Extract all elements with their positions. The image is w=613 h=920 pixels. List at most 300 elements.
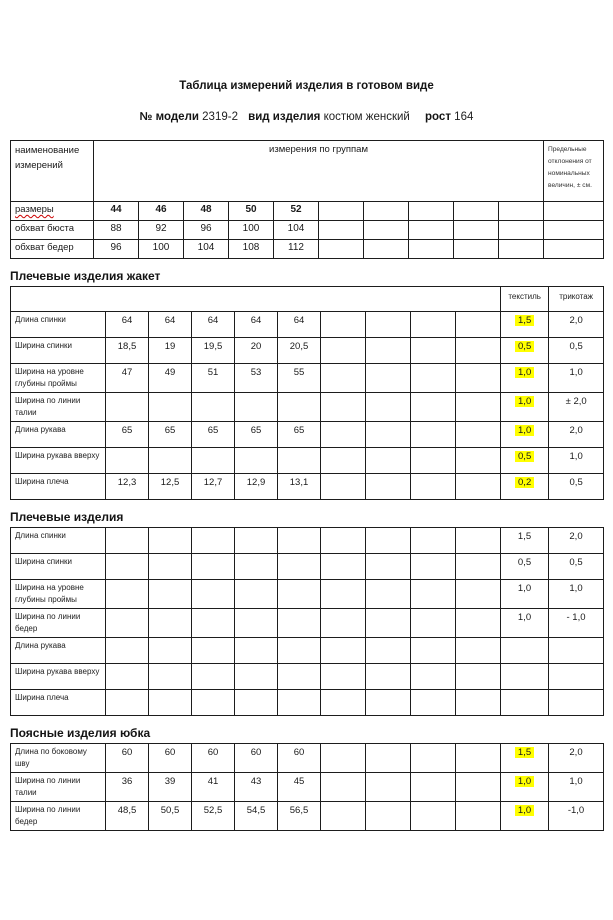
value-cell — [235, 609, 278, 638]
page-title: Таблица измерений изделия в готовом виде — [179, 80, 434, 92]
value-cell: 51 — [192, 364, 235, 393]
value-cell: 96 — [184, 221, 229, 240]
empty-cell — [411, 312, 456, 338]
shoulder-measurements-table — [10, 527, 604, 716]
value-cell — [278, 690, 321, 716]
value-cell — [192, 664, 235, 690]
empty-cell — [456, 338, 501, 364]
value-cell: 41 — [192, 773, 235, 802]
empty-cell — [411, 690, 456, 716]
value-cell — [149, 554, 192, 580]
empty-cell — [366, 744, 411, 773]
value-cell: 88 — [94, 221, 139, 240]
empty-cell — [456, 364, 501, 393]
empty-cell — [321, 664, 366, 690]
empty-cell — [411, 393, 456, 422]
empty-cell — [366, 773, 411, 802]
row-label — [11, 422, 106, 448]
value-cell: 44 — [94, 202, 139, 221]
empty-cell — [456, 802, 501, 831]
value-cell — [192, 580, 235, 609]
empty-cell — [454, 202, 499, 221]
value-cell: 19,5 — [192, 338, 235, 364]
value-cell — [106, 393, 149, 422]
value-cell — [149, 448, 192, 474]
value-cell — [278, 609, 321, 638]
table-row — [11, 773, 604, 802]
empty-cell — [456, 580, 501, 609]
product-type-label: вид изделия — [248, 111, 321, 123]
value-cell: 50 — [229, 202, 274, 221]
textile-cell — [501, 609, 549, 638]
value-cell — [192, 690, 235, 716]
value-cell: 49 — [149, 364, 192, 393]
empty-cell — [321, 422, 366, 448]
empty-cell — [366, 448, 411, 474]
value-cell — [149, 664, 192, 690]
value-cell — [149, 580, 192, 609]
textile-cell — [501, 474, 549, 500]
value-cell — [192, 554, 235, 580]
value-cell — [192, 528, 235, 554]
value-cell: 108 — [229, 240, 274, 259]
textile-value: 0,5 — [515, 451, 534, 462]
row-label — [11, 312, 106, 338]
empty-cell — [411, 802, 456, 831]
value-cell — [149, 638, 192, 664]
section-heading-jacket: Плечевые изделия жакет — [10, 269, 161, 283]
empty-cell — [364, 221, 409, 240]
row-label-text: Ширина спинки — [15, 341, 72, 350]
empty-cell — [321, 448, 366, 474]
row-label — [11, 690, 106, 716]
row-label-text: обхват бедер — [15, 242, 74, 253]
empty-cell — [321, 609, 366, 638]
empty-cell — [411, 773, 456, 802]
knitwear-cell: 1,0 — [549, 773, 604, 802]
height-value: 164 — [454, 111, 474, 123]
row-label — [11, 638, 106, 664]
value-cell: 12,5 — [149, 474, 192, 500]
row-label-text: Ширина по линии талии — [15, 776, 81, 797]
empty-cell — [411, 364, 456, 393]
value-cell: 52,5 — [192, 802, 235, 831]
value-cell — [106, 638, 149, 664]
value-cell — [235, 690, 278, 716]
header-textile: текстиль — [501, 287, 549, 312]
value-cell: 12,9 — [235, 474, 278, 500]
value-cell: 39 — [149, 773, 192, 802]
empty-cell — [499, 221, 544, 240]
empty-cell — [321, 580, 366, 609]
value-cell: 53 — [235, 364, 278, 393]
value-cell: 20,5 — [278, 338, 321, 364]
textile-cell — [501, 580, 549, 609]
textile-cell — [501, 802, 549, 831]
value-cell: 65 — [192, 422, 235, 448]
value-cell — [106, 609, 149, 638]
value-cell: 65 — [278, 422, 321, 448]
table-row — [11, 474, 604, 500]
empty-cell — [366, 312, 411, 338]
empty-cell — [321, 773, 366, 802]
textile-value: 1,5 — [517, 531, 532, 542]
value-cell — [235, 448, 278, 474]
model-label: № модели — [139, 111, 199, 123]
row-label-text: Ширина по линии бедер — [15, 612, 81, 633]
value-cell — [106, 448, 149, 474]
table-row — [11, 240, 604, 259]
empty-cell — [411, 554, 456, 580]
value-cell: 100 — [139, 240, 184, 259]
value-cell — [149, 393, 192, 422]
empty-cell — [366, 364, 411, 393]
value-cell: 43 — [235, 773, 278, 802]
value-cell: 60 — [235, 744, 278, 773]
value-cell — [278, 528, 321, 554]
value-cell: 45 — [278, 773, 321, 802]
row-label-text: размеры — [15, 204, 54, 215]
table-row — [11, 364, 604, 393]
table-row — [11, 448, 604, 474]
empty-cell — [456, 638, 501, 664]
table-row — [11, 802, 604, 831]
value-cell: 64 — [235, 312, 278, 338]
empty-cell — [454, 221, 499, 240]
value-cell — [106, 554, 149, 580]
empty-cell — [321, 364, 366, 393]
row-label-text: Длина по боковому шву — [15, 747, 87, 768]
empty-cell — [411, 528, 456, 554]
sizes-table-header-row — [11, 141, 604, 202]
value-cell — [149, 609, 192, 638]
table-row — [11, 554, 604, 580]
header-empty-cell — [11, 287, 501, 312]
empty-cell — [411, 609, 456, 638]
table-row — [11, 638, 604, 664]
textile-value: 1,0 — [515, 396, 534, 407]
row-label — [11, 364, 106, 393]
deviation-cell — [544, 202, 604, 221]
deviation-cell — [544, 240, 604, 259]
knitwear-cell: 0,5 — [549, 338, 604, 364]
value-cell — [106, 580, 149, 609]
textile-value: 0,5 — [517, 557, 532, 568]
row-label — [11, 393, 106, 422]
value-cell — [235, 580, 278, 609]
value-cell — [149, 690, 192, 716]
value-cell: 65 — [235, 422, 278, 448]
value-cell: 65 — [106, 422, 149, 448]
textile-cell — [501, 364, 549, 393]
textile-value: 1,0 — [515, 805, 534, 816]
value-cell: 60 — [192, 744, 235, 773]
value-cell — [106, 690, 149, 716]
value-cell: 60 — [106, 744, 149, 773]
empty-cell — [454, 240, 499, 259]
empty-cell — [319, 240, 364, 259]
value-cell: 36 — [106, 773, 149, 802]
model-value: 2319-2 — [202, 111, 238, 123]
empty-cell — [321, 474, 366, 500]
value-cell: 104 — [274, 221, 319, 240]
value-cell — [278, 448, 321, 474]
empty-cell — [456, 554, 501, 580]
empty-cell — [364, 202, 409, 221]
empty-cell — [456, 312, 501, 338]
value-cell — [278, 638, 321, 664]
knitwear-cell: 1,0 — [549, 580, 604, 609]
textile-value: 0,2 — [515, 477, 534, 488]
product-type-value: костюм женский — [323, 111, 410, 123]
textile-cell — [501, 638, 549, 664]
textile-cell — [501, 448, 549, 474]
empty-cell — [366, 554, 411, 580]
row-label-text: Ширина рукава вверху — [15, 451, 100, 460]
value-cell — [106, 664, 149, 690]
value-cell — [235, 393, 278, 422]
textile-cell — [501, 422, 549, 448]
value-cell: 19 — [149, 338, 192, 364]
textile-cell — [501, 554, 549, 580]
textile-cell — [501, 744, 549, 773]
row-label — [11, 580, 106, 609]
textile-cell — [501, 690, 549, 716]
row-label — [11, 474, 106, 500]
value-cell — [192, 609, 235, 638]
empty-cell — [366, 664, 411, 690]
knitwear-cell: 1,0 — [549, 448, 604, 474]
empty-cell — [366, 474, 411, 500]
empty-cell — [456, 773, 501, 802]
empty-cell — [321, 802, 366, 831]
knitwear-cell: ± 2,0 — [549, 393, 604, 422]
textile-cell — [501, 664, 549, 690]
empty-cell — [499, 202, 544, 221]
knitwear-cell: 2,0 — [549, 422, 604, 448]
value-cell: 60 — [149, 744, 192, 773]
header-deviation: Предельные отклонения от номинальных величин, ± см. — [544, 141, 604, 202]
row-label — [11, 664, 106, 690]
row-label-text: Ширина плеча — [15, 693, 69, 702]
row-label-text: обхват бюста — [15, 223, 75, 234]
textile-value: 1,0 — [515, 776, 534, 787]
textile-cell — [501, 528, 549, 554]
row-label-text: Ширина по линии бедер — [15, 805, 81, 826]
value-cell — [106, 528, 149, 554]
deviation-cell — [544, 221, 604, 240]
knitwear-cell: 2,0 — [549, 528, 604, 554]
value-cell — [192, 393, 235, 422]
textile-cell — [501, 312, 549, 338]
empty-cell — [321, 690, 366, 716]
empty-cell — [321, 638, 366, 664]
empty-cell — [456, 448, 501, 474]
value-cell: 65 — [149, 422, 192, 448]
table-row — [11, 422, 604, 448]
table-row — [11, 202, 604, 221]
value-cell — [235, 528, 278, 554]
value-cell: 18,5 — [106, 338, 149, 364]
textile-cell — [501, 338, 549, 364]
value-cell: 52 — [274, 202, 319, 221]
textile-value: 1,0 — [517, 612, 532, 623]
value-cell: 12,7 — [192, 474, 235, 500]
textile-value: 1,0 — [515, 425, 534, 436]
row-label — [11, 773, 106, 802]
empty-cell — [319, 221, 364, 240]
row-label — [11, 554, 106, 580]
value-cell: 100 — [229, 221, 274, 240]
row-label — [11, 338, 106, 364]
value-cell: 47 — [106, 364, 149, 393]
row-label — [11, 448, 106, 474]
table-row — [11, 393, 604, 422]
section-heading-skirt: Поясные изделия юбка — [10, 726, 151, 740]
empty-cell — [409, 202, 454, 221]
value-cell: 48 — [184, 202, 229, 221]
empty-cell — [366, 638, 411, 664]
model-line — [10, 111, 603, 123]
textile-cell — [501, 393, 549, 422]
empty-cell — [409, 221, 454, 240]
row-label-text: Ширина плеча — [15, 477, 69, 486]
row-label — [11, 528, 106, 554]
value-cell: 12,3 — [106, 474, 149, 500]
jacket-table-header-row — [11, 287, 604, 312]
value-cell — [278, 554, 321, 580]
value-cell: 64 — [149, 312, 192, 338]
value-cell — [192, 638, 235, 664]
textile-value: 1,5 — [515, 747, 534, 758]
textile-cell — [501, 773, 549, 802]
skirt-measurements-table — [10, 743, 604, 831]
empty-cell — [411, 664, 456, 690]
empty-cell — [321, 393, 366, 422]
value-cell: 112 — [274, 240, 319, 259]
knitwear-cell: 1,0 — [549, 364, 604, 393]
table-row — [11, 664, 604, 690]
value-cell — [235, 664, 278, 690]
empty-cell — [319, 202, 364, 221]
section-heading-shoulder: Плечевые изделия — [10, 510, 124, 524]
value-cell: 20 — [235, 338, 278, 364]
table-row — [11, 744, 604, 773]
value-cell: 96 — [94, 240, 139, 259]
empty-cell — [321, 528, 366, 554]
header-measurement-groups: измерения по группам — [94, 141, 544, 202]
table-row — [11, 580, 604, 609]
value-cell: 104 — [184, 240, 229, 259]
empty-cell — [411, 448, 456, 474]
row-label — [11, 202, 94, 221]
table-row — [11, 690, 604, 716]
value-cell: 46 — [139, 202, 184, 221]
knitwear-cell: 0,5 — [549, 474, 604, 500]
row-label-text: Длина рукава — [15, 641, 66, 650]
knitwear-cell: -1,0 — [549, 802, 604, 831]
value-cell: 64 — [278, 312, 321, 338]
empty-cell — [366, 802, 411, 831]
empty-cell — [321, 744, 366, 773]
empty-cell — [456, 609, 501, 638]
row-label-text: Длина спинки — [15, 531, 66, 540]
empty-cell — [366, 690, 411, 716]
value-cell: 55 — [278, 364, 321, 393]
empty-cell — [321, 338, 366, 364]
empty-cell — [456, 422, 501, 448]
textile-value: 1,0 — [517, 583, 532, 594]
row-label-text: Ширина спинки — [15, 557, 72, 566]
value-cell: 48,5 — [106, 802, 149, 831]
row-label-text: Ширина на уровне глубины проймы — [15, 583, 84, 604]
empty-cell — [364, 240, 409, 259]
jacket-measurements-table — [10, 286, 604, 500]
value-cell — [278, 664, 321, 690]
knitwear-cell — [549, 638, 604, 664]
value-cell — [278, 393, 321, 422]
empty-cell — [366, 338, 411, 364]
value-cell: 13,1 — [278, 474, 321, 500]
table-row — [11, 338, 604, 364]
value-cell: 60 — [278, 744, 321, 773]
empty-cell — [411, 580, 456, 609]
empty-cell — [456, 393, 501, 422]
row-label-text: Ширина по линии талии — [15, 396, 81, 417]
row-label-text: Длина рукава — [15, 425, 66, 434]
empty-cell — [456, 690, 501, 716]
empty-cell — [411, 744, 456, 773]
textile-value: 0,5 — [515, 341, 534, 352]
empty-cell — [456, 474, 501, 500]
header-measurement-name: наименование измерений — [11, 141, 94, 202]
row-label-text: Длина спинки — [15, 315, 66, 324]
empty-cell — [499, 240, 544, 259]
row-label — [11, 221, 94, 240]
knitwear-cell: 2,0 — [549, 744, 604, 773]
empty-cell — [366, 393, 411, 422]
knitwear-cell: 2,0 — [549, 312, 604, 338]
value-cell — [278, 580, 321, 609]
value-cell: 56,5 — [278, 802, 321, 831]
value-cell: 54,5 — [235, 802, 278, 831]
value-cell: 92 — [139, 221, 184, 240]
empty-cell — [411, 638, 456, 664]
table-row — [11, 312, 604, 338]
table-row — [11, 528, 604, 554]
row-label — [11, 609, 106, 638]
header-knitwear: трикотаж — [549, 287, 604, 312]
knitwear-cell: - 1,0 — [549, 609, 604, 638]
empty-cell — [456, 664, 501, 690]
empty-cell — [321, 312, 366, 338]
sizes-table — [10, 140, 604, 259]
value-cell — [192, 448, 235, 474]
row-label-text: Ширина рукава вверху — [15, 667, 100, 676]
value-cell: 64 — [106, 312, 149, 338]
empty-cell — [366, 528, 411, 554]
knitwear-cell — [549, 664, 604, 690]
empty-cell — [366, 422, 411, 448]
value-cell — [235, 638, 278, 664]
empty-cell — [409, 240, 454, 259]
table-row — [11, 221, 604, 240]
empty-cell — [456, 528, 501, 554]
height-label: рост — [425, 111, 451, 123]
row-label — [11, 744, 106, 773]
value-cell: 50,5 — [149, 802, 192, 831]
knitwear-cell — [549, 690, 604, 716]
